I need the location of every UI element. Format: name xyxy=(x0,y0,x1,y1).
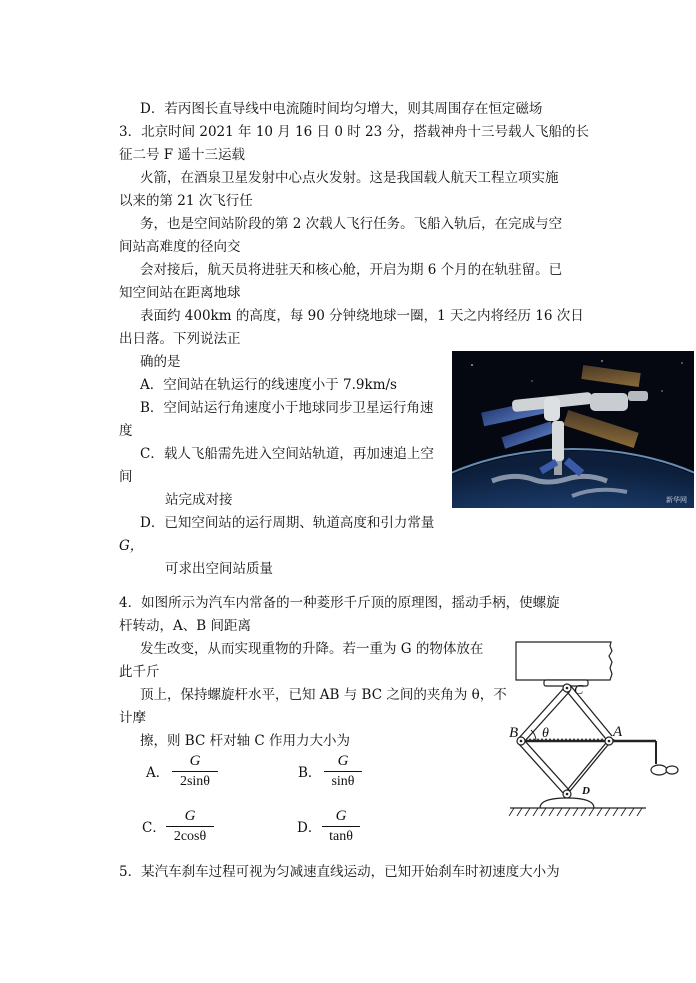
q4-stem-line: 此千斤 xyxy=(119,664,160,680)
q5-stem-line: 5．某汽车刹车过程可视为匀减速直线运动，已知开始刹车时初速度大小为 xyxy=(119,864,560,880)
q4-option-b-fraction xyxy=(324,753,362,790)
q3-option-c: C．载人飞船需先进入空间站轨道，再加速追上空 xyxy=(140,446,434,462)
q3-stem-line: 3．北京时间 2021 年 10 月 16 日 0 时 23 分，搭载神舟十三号载人飞船的长 xyxy=(119,124,589,140)
fraction-numerator: G xyxy=(337,753,349,769)
q4-stem-line: 杆转动，A、B 间距离 xyxy=(119,618,251,634)
q3-stem-line: 表面约 400km 的高度，每 90 分钟绕地球一圈，1 天之内将经历 16 次日 xyxy=(140,308,584,324)
q4-stem-line: 4．如图所示为汽车内常备的一种菱形千斤顶的原理图，摇动手柄，使螺旋 xyxy=(119,595,560,611)
q3-stem-line: 会对接后，航天员将进驻天和核心舱，开启为期 6 个月的在轨驻留。已 xyxy=(140,262,563,278)
q3-option-a: A．空间站在轨运行的线速度小于 7.9km/s xyxy=(140,377,397,393)
q3-option-c-cont: 间 xyxy=(119,469,133,485)
space-station-photo xyxy=(452,351,694,508)
q4-stem-line: 顶上，保持螺旋杆水平，已知 AB 与 BC 之间的夹角为 θ，不 xyxy=(140,687,507,703)
q4-option-a-fraction xyxy=(172,753,218,790)
fraction-numerator: G xyxy=(189,753,201,769)
q3-stem-line: 确的是 xyxy=(140,354,181,370)
q4-option-c-fraction xyxy=(166,808,214,845)
q3-stem-line: 火箭，在酒泉卫星发射中心点火发射。这是我国载人航天工程立项实施 xyxy=(140,170,559,186)
q3-option-d: D．已知空间站的运行周期、轨道高度和引力常量 xyxy=(140,515,435,531)
label-b: B xyxy=(509,725,519,741)
fraction-numerator: G xyxy=(335,808,347,824)
label-a: A xyxy=(613,724,623,740)
q3-stem-line: 征二号 F 遥十三运载 xyxy=(119,147,245,163)
q4-option-a-label: A． xyxy=(146,765,170,781)
q4-option-b-label: B． xyxy=(298,765,322,781)
label-d: D xyxy=(582,785,590,797)
q3-stem-line: 间站高难度的径向交 xyxy=(119,239,241,255)
q4-stem-line: 计摩 xyxy=(119,710,146,726)
q3-stem-line: 以来的第 21 次飞行任 xyxy=(119,193,253,209)
fraction-denominator: sinθ xyxy=(331,774,355,789)
q3-stem-line: 出日落。下列说法正 xyxy=(119,331,241,347)
q3-option-b-cont: 度 xyxy=(119,423,133,439)
fraction-denominator: 2sinθ xyxy=(179,774,211,789)
fraction-denominator: 2cosθ xyxy=(173,829,207,844)
q2-option-d: D．若丙图长直导线中电流随时间均匀增大，则其周围存在恒定磁场 xyxy=(140,101,543,117)
watermark-text: 新华网 xyxy=(666,496,687,504)
label-theta: θ xyxy=(542,726,549,741)
fraction-denominator: tanθ xyxy=(329,829,353,844)
q4-option-d-label: D． xyxy=(297,820,322,836)
q3-option-c-cont: 站完成对接 xyxy=(165,492,233,508)
q3-option-b: B．空间站运行角速度小于地球同步卫星运行角速 xyxy=(140,400,434,416)
q4-stem-line: 发生改变，从而实现重物的升降。若一重为 G 的物体放在 xyxy=(140,641,484,657)
fraction-numerator: G xyxy=(184,808,196,824)
q4-option-c-label: C． xyxy=(142,820,166,836)
q4-option-d-fraction xyxy=(322,808,360,845)
q3-stem-line: 务，也是空间站阶段的第 2 次载人飞行任务。飞船入轨后，在完成与空 xyxy=(140,216,563,232)
q3-option-d-cont: G， xyxy=(119,538,144,554)
jack-diagram xyxy=(506,636,682,822)
label-c: C xyxy=(574,683,584,698)
q4-stem-line: 擦，则 BC 杆对轴 C 作用力大小为 xyxy=(140,733,350,749)
q3-stem-line: 知空间站在距离地球 xyxy=(119,285,241,301)
q3-option-d-cont: 可求出空间站质量 xyxy=(165,561,273,577)
